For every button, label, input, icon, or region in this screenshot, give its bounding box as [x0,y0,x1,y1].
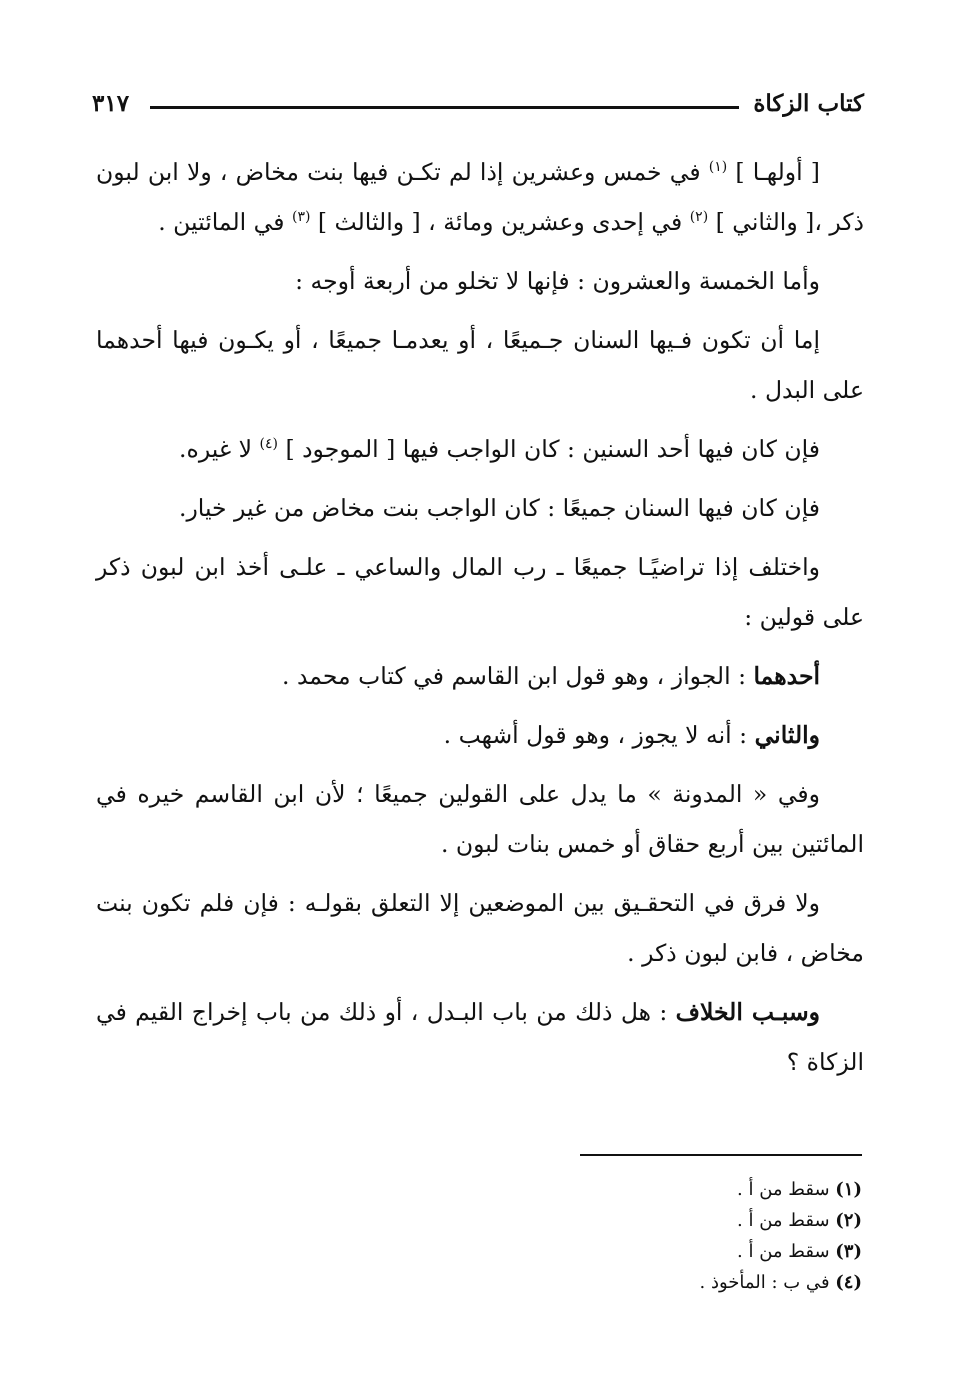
footnote-1 [362,1174,862,1205]
footnote-ref-2: (٢) [689,209,709,226]
paragraph-3: إما أن تكون فـيها السنان جـميعًا ، أو يعدمـا جميعًا ، أو يكـون فيها أحدهما على البدل . [96,326,864,404]
paragraph-8-rest: : أنه لا يجوز ، وهو قول أشهب . [443,721,755,749]
paragraph-4 [96,424,864,474]
paragraph-1-part-a: [ أولهـا ] [727,158,820,186]
paragraph-1-part-c: في إحدى وعشرين ومائة ، [ والثالث ] [310,208,690,236]
paragraph-1-part-b: في خمس وعشرين إذا لم تكـن فيها بنت مخاض ، ولا ابن لبون ذكر ،[ والثاني ] [96,158,864,236]
footnote-4 [362,1267,862,1298]
paragraph-1 [96,147,864,247]
header-rule [150,106,739,109]
paragraph-10: ولا فرق في التحقـيق بين الموضعين إلا التعلق بقولـه : فإن فلم تكون بنت مخاض ، فابن لبون ذكر . [96,889,864,967]
paragraph-6: واختلف إذا تراضيًـا جميعًا ـ رب المال والساعي ـ علـى أخذ ابن لبون ذكر على قولين : [96,553,864,631]
paragraph-1-part-d: في المائتين . [158,208,292,236]
paragraph-5: فإن كان فيها السنان جميعًا : كان الواجب بنت مخاض من غير خيار. [178,494,820,522]
footnote-number: (٢) [835,1210,862,1231]
paragraph-7-rest: : الجواز ، وهو قول ابن القاسم في كتاب محمد . [282,662,754,690]
paragraph-7 [96,651,864,701]
paragraph-8-lead: والثاني [754,721,820,749]
footnote-text: سقط من أ . [737,1210,836,1231]
paragraph-4-part-b: لا غيره. [179,435,260,463]
paragraph-11-rest: : هل ذلك من باب البـدل ، أو ذلك من باب إخراج القيم في الزكاة ؟ [96,998,864,1076]
footnote-number: (٣) [835,1241,862,1262]
footnote-number: (١) [835,1179,862,1200]
paragraph-11-lead: وسبـب الخلاف [675,998,820,1026]
footnote-number: (٤) [835,1272,862,1293]
main-text [96,147,864,1087]
footnote-text: سقط من أ . [737,1241,836,1262]
paragraph-8 [96,710,864,760]
running-title: كتاب الزكاة [753,90,864,117]
page-number: ٣١٧ [92,90,130,117]
footnote-ref-4: (٤) [259,436,278,453]
paragraph-9: وفي « المدونة » ما يدل على القولين جميعًا ؛ لأن ابن القاسم خيره في المائتين بين أربع حقاق أو خمس بنات لبون . [96,780,864,858]
footnote-ref-3: (٣) [291,209,311,226]
paragraph-7-lead: أحدهما [753,662,820,690]
footnote-separator [580,1154,862,1156]
paragraph-4-part-a: فإن كان فيها أحد السنين : كان الواجب فيها [ الموجود ] [277,435,820,463]
footnote-ref-1: (١) [708,159,728,176]
page-header [92,88,864,128]
footnotes [362,1174,862,1298]
paragraph-2: وأما الخمسة والعشرون : فإنها لا تخلو من أربعة أوجه : [295,267,820,295]
footnote-2 [362,1205,862,1236]
paragraph-11 [96,987,864,1087]
footnote-3 [362,1236,862,1267]
footnote-text: في ب : المأخوذ . [699,1272,836,1293]
footnote-text: سقط من أ . [737,1179,836,1200]
